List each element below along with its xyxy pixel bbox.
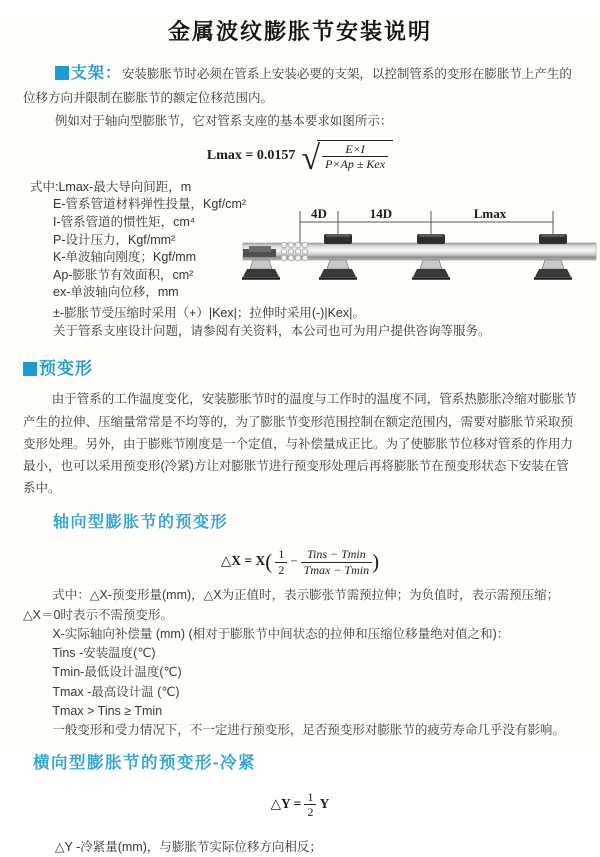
t-numerator: Tins − Tmin xyxy=(306,547,366,562)
definition-line: I-管系管道的惯性矩，cm⁴ xyxy=(53,215,196,230)
document-page xyxy=(0,14,600,855)
axial-heading: 轴向型膨胀节的预变形 xyxy=(53,513,229,531)
dim-label-4d: 4D xyxy=(311,206,327,221)
definition-line: K-单波轴向刚度；Kgf/mm xyxy=(53,250,197,265)
section-bullet-icon xyxy=(23,362,37,376)
definition-line: P-设计压力，Kgf/mm² xyxy=(53,232,176,247)
close-paren: ) xyxy=(372,549,380,574)
definition-line: ±-膨胀节受压缩时采用（+）|Kex|；拉伸时采用(-)|Kex|。 xyxy=(53,306,365,320)
half-numerator: 1 xyxy=(307,789,314,804)
axial-formula xyxy=(0,547,600,577)
anchor-support-icon xyxy=(242,246,280,279)
support-diagram xyxy=(243,206,599,302)
definition-line: 式中:Lmax-最大导向间距，m xyxy=(30,179,192,194)
definition-line: E-管系管道材料弹性投量，Kgf/cm² xyxy=(53,197,247,212)
sqrt-radical xyxy=(301,139,393,177)
predeform-body-text: 由于管系的工作温度变化，安装膨胀节时的温度与工作时的温度不同，管系热膨胀冷缩对膨胀节产生的拉伸、压缩量常常是不均等的，为了膨胀节变形范围控制在额定范围内，需要对膨胀节采取预变形处理。另外，由于膨账节刚度是一个定值，与补偿量成正比。为了使膨胀节位移对管系的作用力最小，也可以采用预变形(冷紧)方让对膨胀节进行预变形处理后再将膨胀节在预变形状态下安装在管系中。 xyxy=(23,392,577,496)
definition-line: Ap-膨胀节有效面积，cm² xyxy=(53,267,194,282)
axial-note: Tins -安装温度(℃) xyxy=(52,646,156,661)
axial-notes xyxy=(0,586,600,740)
section-support-label: 支架： xyxy=(70,65,122,83)
lateral-formula-rhs: Y xyxy=(319,795,330,811)
lateral-formula-lhs: △Y = xyxy=(270,795,302,811)
dim-label-lmax: Lmax xyxy=(473,206,507,221)
minus-sign: − xyxy=(290,553,298,568)
open-paren: ( xyxy=(265,549,273,574)
axial-note: Tmax > Tins ≥ Tmin xyxy=(52,703,163,718)
section-predeform-label: 预变形 xyxy=(39,359,93,379)
axial-note: Tmin-最低设计温度(℃) xyxy=(52,665,182,680)
lateral-note: △Y -冷紧量(mm)，与膨胀节实际位移方向相反； xyxy=(54,840,322,855)
lmax-formula-numerator: E×I xyxy=(345,142,365,157)
support-intro-paragraph xyxy=(23,60,577,110)
lmax-formula-denominator: P×Ap ± Kex xyxy=(322,156,388,171)
half-denominator: 2 xyxy=(304,804,316,819)
half-numerator: 1 xyxy=(278,547,285,562)
definition-line: ex-单波轴向位移，mm xyxy=(53,285,179,300)
support-example-text: 例如对于轴向型膨胀节，它对管系支座的基本要求如图所示： xyxy=(54,114,393,129)
section-bullet-icon xyxy=(55,66,69,80)
half-denominator: 2 xyxy=(275,562,287,577)
axial-formula-lhs: △X = X xyxy=(220,552,266,568)
t-denominator: Tmax − Tmin xyxy=(301,562,372,577)
axial-note: 一般变形和受力情况下，不一定进行预变形，足否预变形对膨胀节的疲劳寿命几乎没有影响。 xyxy=(52,723,565,738)
lmax-formula-lhs: Lmax = 0.0157 xyxy=(206,147,296,163)
support-intro-text: 安装膨胀节时必须在管系上安装必要的支架，以控制管系的变形在膨胀节上产生的位移方向并限制在膨胀节的额定位移范围内。 xyxy=(23,67,572,106)
lmax-formula xyxy=(0,139,600,177)
axial-note: 式中：△X-预变形量(mm)，△X为正值时，表示膨张节需预拉伸；为负值时，表示需预压缩；△X＝0时表示不需预变形。 xyxy=(23,588,560,622)
lateral-formula xyxy=(0,790,600,820)
page-title: 金属波纹膨胀节安装说明 xyxy=(167,19,432,44)
lateral-heading: 横向型膨胀节的预变形-冷紧 xyxy=(33,754,256,773)
axial-note: Tmax -最高设计温 (℃) xyxy=(52,684,180,699)
axial-note: X-实际轴向补偿量 (mm) (相对于膨胀节中间状态的拉伸和压缩位移量绝对值之和)： xyxy=(52,627,510,641)
radical-sign: √ xyxy=(301,139,321,177)
predeform-section-header xyxy=(23,355,600,382)
dim-label-14d: 14D xyxy=(369,206,393,221)
definition-line: 关于管系支座设计问题，请参阅有关资料，本公司也可为用户提供咨询等服务。 xyxy=(53,323,491,338)
